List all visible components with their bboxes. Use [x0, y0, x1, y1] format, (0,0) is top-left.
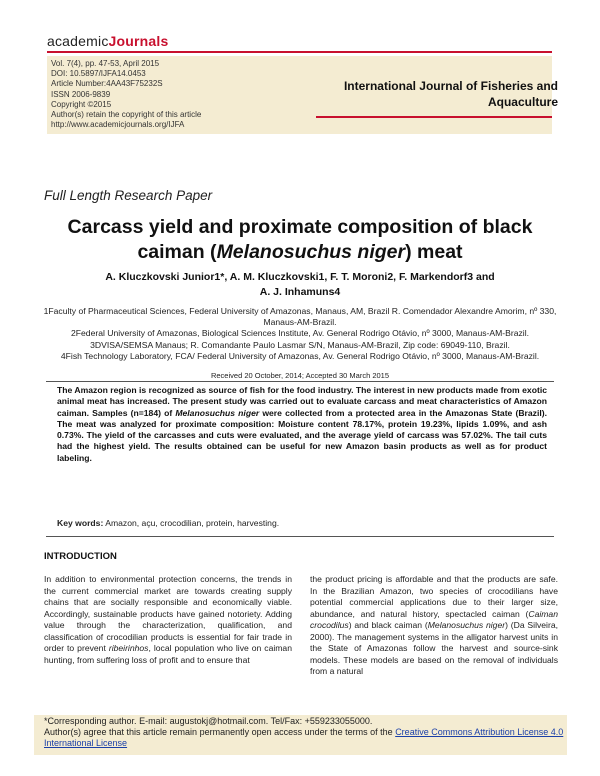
col1-text-2: , local population who live on caiman hunting, from suffering loss of profit and to ensure that — [44, 643, 292, 665]
authors — [60, 270, 540, 300]
col2-species-1: Caiman crocodilus — [310, 608, 558, 630]
meta-issn: ISSN 2006-9839 — [51, 89, 111, 99]
corresponding-author: *Corresponding author. E-mail: augustokj@hotmail.com. Tel/Fax: +559233055000. — [44, 716, 373, 726]
paper-title — [40, 215, 560, 265]
journal-name — [318, 78, 558, 110]
keywords-label: Key words: — [57, 518, 104, 528]
journal-logo — [47, 33, 168, 49]
logo-rule — [47, 51, 552, 53]
journal-name-line1: International Journal of Fisheries and — [343, 79, 558, 93]
keywords-list: Amazon, açu, crocodilian, protein, harvesting. — [105, 518, 280, 528]
logo-main: academic — [47, 33, 109, 49]
title-species: Melanosuchus niger — [216, 241, 406, 263]
meta-url[interactable]: http://www.academicjournals.org/IJFA — [51, 120, 185, 130]
intro-column-1 — [44, 574, 292, 666]
authors-line2: A. J. Inhamuns4 — [259, 286, 341, 298]
abstract-text-1: The Amazon region is recognized as source of fish for the food industry. The interest in new products made from exotic animal meat has increased. The present study was carried out to evaluate carcass and meat characteristics of Amazon caiman. Samples (n=184) of — [57, 385, 547, 418]
col1-text-1: In addition to environmental protection concerns, the trends in the current commercial market are towards creating supply chains that are socially responsible and economically viable. Accordingly, sustainable products have gained notoriety. Adding value through the characterization, qualification, and classification of crocodilian products is essential for fair trade in order to prevent — [44, 574, 292, 653]
col2-text-1: the product pricing is affordable and that the products are safe. In the Brazilian Amazon, two species of crocodilians have potential commercial applications due to their larger size, abundance, and natural history, spectacled caiman ( — [310, 574, 558, 619]
col1-italic: ribeirinhos — [108, 643, 149, 653]
meta-volume: Vol. 7(4), pp. 47-53, April 2015 — [51, 59, 160, 68]
meta-rights: Author(s) retain the copyright of this article — [51, 110, 202, 120]
affiliations — [40, 306, 560, 362]
journal-name-line2: Aquaculture — [487, 95, 558, 109]
intro-heading: INTRODUCTION — [44, 551, 117, 562]
affiliation-3: 3DVISA/SEMSA Manaus; R. Comandante Paulo Lasmar S/N, Manaus-AM-Brazil, Zip code: 69049-110, Brazil. — [90, 339, 510, 350]
abstract-text-2: were collected from a protected area in the Amazonas State (Brazil). The meat was analyzed for proximate composition: Moisture content 78.17%, protein 19.23%, lipids 1.09%, and ash 0.73%. The yield of the carcasses and cuts were evaluated, and the average yield of carcass was 57.02%. The tail cuts had the highest yield. The results obtained can be useful for new Amazon basin products as well as for product labeling. — [57, 407, 547, 463]
abstract-top-rule — [46, 381, 554, 382]
meta-article-number: Article Number:4AA43F75232S — [51, 79, 163, 89]
affiliation-1: 1Faculty of Pharmaceutical Sciences, Federal University of Amazonas, Manaus, AM, Brazil R. Comendador Alexandre Amorim, nº 330, Manaus-AM-Brazil. — [43, 306, 557, 328]
footer — [44, 716, 564, 749]
meta-copyright: Copyright ©2015 — [51, 99, 112, 109]
article-meta — [51, 59, 311, 130]
affiliation-2: 2Federal University of Amazonas, Biological Sciences Institute, Av. General Rodrigo Otávio, nº 3000, Manaus-AM-Brazil. — [70, 328, 530, 339]
paper-type: Full Length Research Paper — [44, 188, 213, 203]
col2-species-2: Melanosuchus niger — [427, 620, 506, 630]
license-note — [44, 727, 564, 749]
col2-text-3: ) (Da Silveira, 2000). The management systems in the alligator harvest units in the State of Amazonas follow the harvest and source-sink models. These models are based on the removal of individuals from a natural — [310, 620, 558, 676]
abstract-bottom-rule — [46, 536, 554, 537]
title-line1: Carcass yield and proximate composition of black — [67, 216, 533, 238]
title-text: caiman ( — [137, 241, 217, 263]
abstract-species: Melanosuchus niger — [175, 407, 260, 418]
col2-text-2: ) and black caiman ( — [348, 620, 428, 630]
affiliation-4: 4Fish Technology Laboratory, FCA/ Federal University of Amazonas, Av. General Rodrigo Otávio, nº 3000, Manaus-AM-Brazil. — [60, 350, 540, 361]
authors-line1: A. Kluczkovski Junior1*, A. M. Kluczkovski1, F. T. Moroni2, F. Markendorf3 and — [105, 271, 495, 283]
meta-doi: DOI: 10.5897/IJFA14.0453 — [51, 69, 146, 79]
logo-accent: Journals — [108, 33, 169, 49]
title-line2 — [40, 240, 560, 265]
journal-rule — [316, 116, 552, 118]
license-text: Author(s) agree that this article remain permanently open access under the terms of the — [44, 727, 396, 737]
title-text-end: ) meat — [405, 241, 463, 263]
keywords — [57, 518, 547, 528]
abstract — [57, 385, 547, 464]
license-link[interactable]: Creative Commons Attribution License 4.0 International License — [44, 727, 564, 748]
intro-column-2 — [310, 574, 558, 678]
received-dates: Received 20 October, 2014; Accepted 30 March 2015 — [210, 371, 390, 380]
